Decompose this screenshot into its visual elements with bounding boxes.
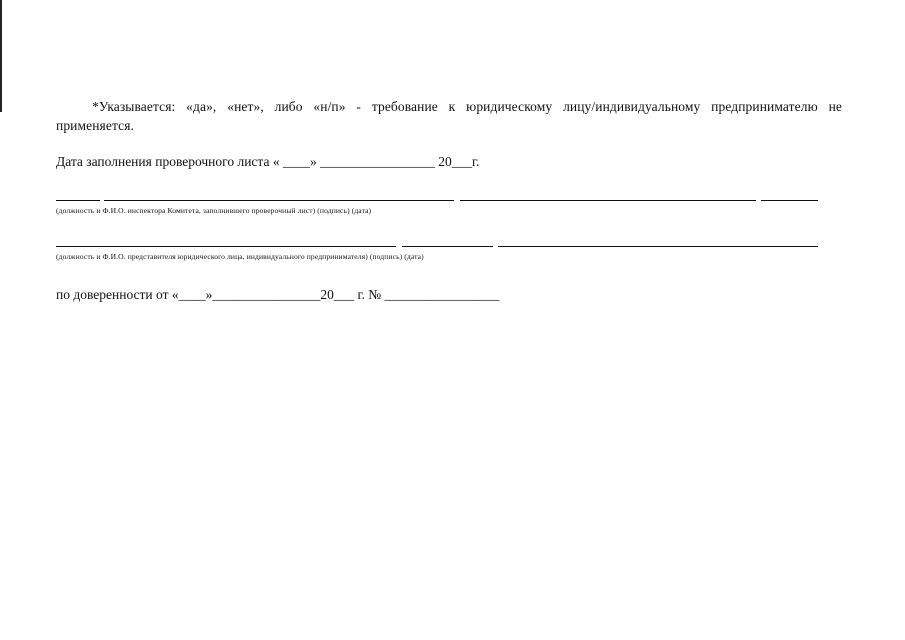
proxy-line: по доверенности от «____»________________20___ г. № _________________ [56,287,500,302]
inspector-signature-line [56,200,818,201]
representative-signature-line [56,246,818,247]
scan-edge-mark [0,0,2,112]
fill-date-line: Дата заполнения проверочного листа « ____» _________________ 20___г. [56,154,480,169]
inspector-signature-caption: (должность и Ф.И.О. инспектора Комитета, заполнившего проверочный лист) (подпись) (дата) [56,206,372,215]
footnote-text: *Указывается: «да», «нет», либо «н/п» - требование к юридическому лицу/индивидуальному предпринимателю не применяется. [56,99,842,133]
representative-signature-caption: (должность и Ф.И.О. представителя юридического лица, индивидуального предпринимателя) (подпись) (дата) [56,252,424,261]
